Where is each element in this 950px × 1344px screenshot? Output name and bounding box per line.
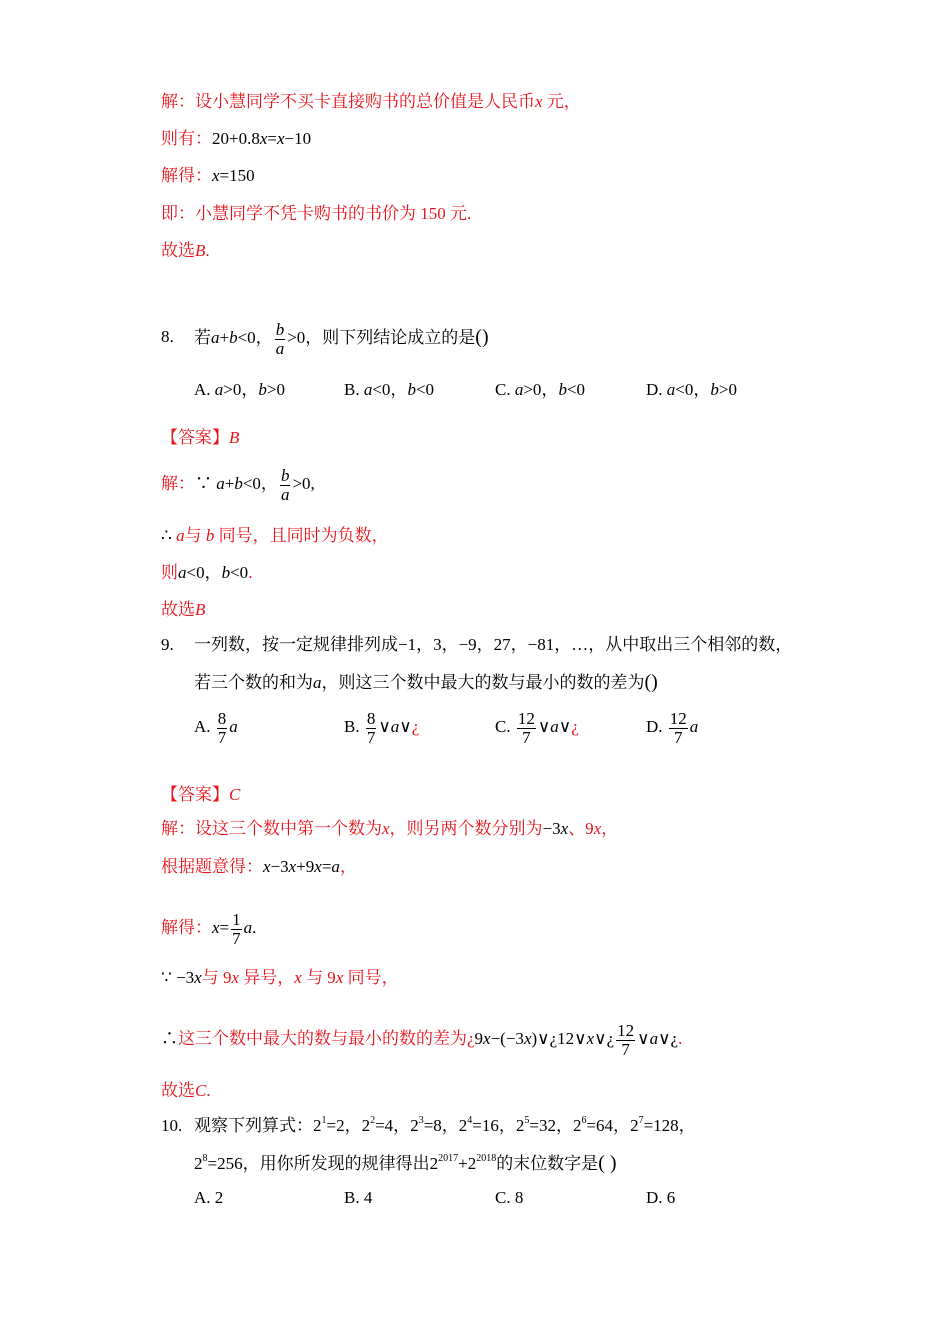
q9-stem-line-1: 一列数，按一定规律排列成−1，3，−9，27，−81，…，从中取出三个相邻的数， bbox=[194, 635, 793, 654]
q10-option-c: C. 8 bbox=[495, 1188, 524, 1207]
q8-stem: 若a+b<0， $\frac{b}{a}$ >0，则下列结论成立的是() bbox=[194, 319, 489, 358]
q9-answer: 【答案】C bbox=[161, 785, 241, 804]
q8-solution-line-3: 则a<0，b<0. bbox=[161, 563, 253, 582]
q8-fraction: $\frac{b}{a}$ bbox=[275, 319, 285, 358]
q10-option-b: B. 4 bbox=[344, 1188, 373, 1207]
q10-option-d: D. 6 bbox=[646, 1188, 676, 1207]
q9-solution-line-2: 根据题意得：x−3x+9x=a， bbox=[161, 857, 357, 876]
q9-stem-line-2: 若三个数的和为a，则这三个数中最大的数与最小的数的差为() bbox=[194, 671, 658, 693]
q9-option-a-fraction: $\frac{8}{7}$ bbox=[217, 708, 227, 747]
q9-solution-line-4: ∵ −3x与 9x 异号，x 与 9x 同号， bbox=[161, 968, 399, 987]
q8-option-c: C. a>0，b<0 bbox=[495, 380, 586, 399]
q8-option-b: B. a<0，b<0 bbox=[344, 380, 435, 399]
q8-option-a: A. a>0，b>0 bbox=[194, 380, 285, 399]
q7-solution-line-4: 即：小慧同学不凭卡购书的书价为 150 元. bbox=[161, 204, 472, 223]
q8-solution-line-2: ∴ a与 b 同号，且同时为负数， bbox=[161, 526, 389, 545]
q8-solution-line-1: 解：∵ a+b<0， $\frac{b}{a}$ >0, bbox=[161, 465, 315, 504]
q9-solution-line-3: 解得：x= $\frac{1}{7}$ a. bbox=[161, 909, 257, 948]
q8-number: 8. bbox=[161, 327, 174, 346]
q7-solution-line-5: 故选B. bbox=[161, 241, 210, 260]
q9-solution-fraction: $\frac{1}{7}$ bbox=[232, 909, 241, 948]
q9-option-b: B. $\frac{8}{7}$ ∨a∨¿ bbox=[344, 708, 420, 747]
q9-solution-fraction-2: $\frac{12}{7}$ bbox=[617, 1020, 635, 1059]
q9-option-a: A. $\frac{8}{7}$ a bbox=[194, 708, 238, 747]
q9-option-c-fraction: $\frac{12}{7}$ bbox=[517, 708, 535, 747]
q9-option-d: D. $\frac{12}{7}$ a bbox=[646, 708, 699, 747]
q7-solution-line-2: 则有：20+0.8x=x−10 bbox=[161, 129, 312, 148]
q9-number: 9. bbox=[161, 635, 174, 654]
q10-option-a: A. 2 bbox=[194, 1188, 224, 1207]
q8-answer: 【答案】B bbox=[161, 428, 240, 447]
q9-option-b-fraction: $\frac{8}{7}$ bbox=[366, 708, 376, 747]
q8-solution-fraction: $\frac{b}{a}$ bbox=[280, 465, 290, 504]
q7-solution-line-3: 解得：x=150 bbox=[161, 166, 255, 185]
q9-solution-line-1: 解：设这三个数中第一个数为x，则另两个数分别为−3x、9x， bbox=[161, 819, 619, 838]
q8-solution-line-4: 故选B bbox=[161, 600, 206, 619]
q9-solution-line-5: ∴这三个数中最大的数与最小的数的差为¿9x−(−3x)∨¿12∨x∨¿ $\frac{12}{7}$ ∨a∨¿. bbox=[161, 1020, 683, 1059]
q9-option-d-fraction: $\frac{12}{7}$ bbox=[669, 708, 687, 747]
q9-option-c: C. $\frac{12}{7}$ ∨a∨¿ bbox=[495, 708, 579, 747]
q8-option-d: D. a<0，b>0 bbox=[646, 380, 737, 399]
q9-solution-line-6: 故选C. bbox=[161, 1081, 211, 1100]
q7-solution-line-1: 解：设小慧同学不买卡直接购书的总价值是人民币x 元， bbox=[161, 92, 581, 111]
q10-stem-line-1: 观察下列算式：$2^1=2$，$2^2=4$，$2^3=8$，$2^4=16$，$2^5=32$，$2^6=64$，$2^7=128$， bbox=[194, 1115, 696, 1135]
q10-stem-line-2: $2^8=256$，用你所发现的规律得出$2^{2017}+2^{2018}$的末位数字是( ) bbox=[194, 1152, 617, 1174]
q10-number: 10. bbox=[161, 1116, 183, 1135]
